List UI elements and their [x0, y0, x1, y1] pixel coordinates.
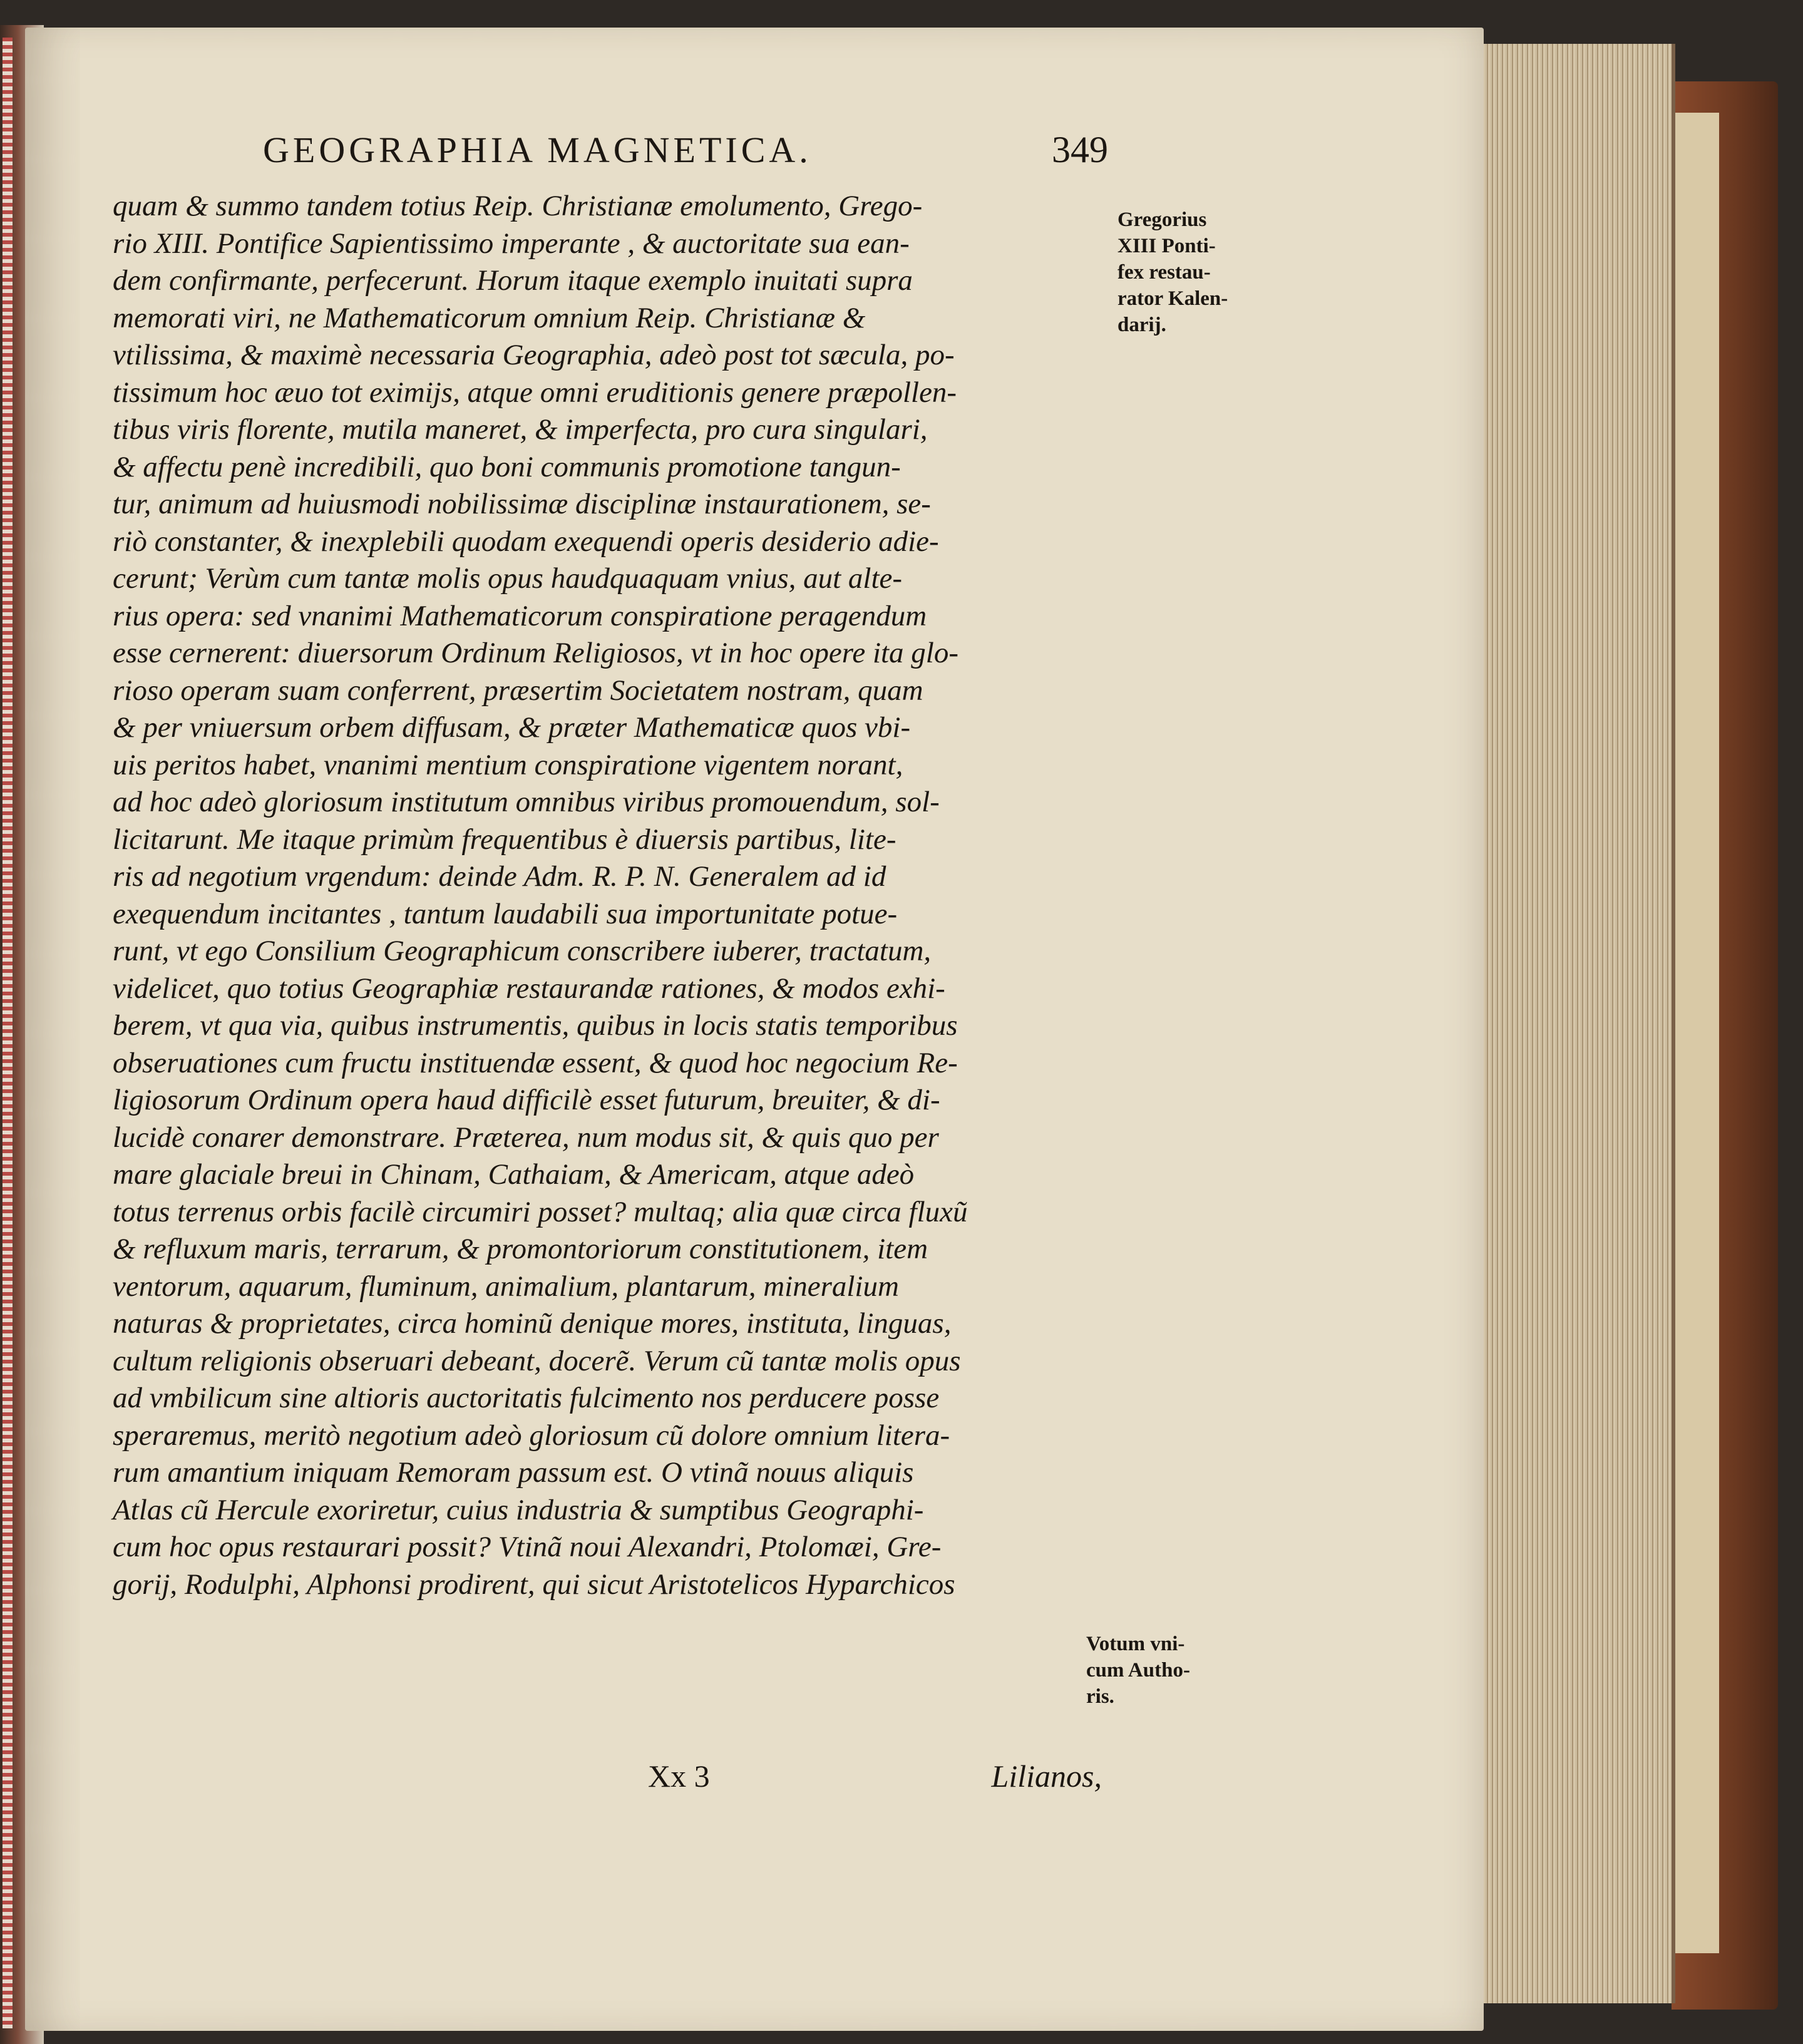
endpaper-edge — [1675, 113, 1719, 1953]
marginal-line: Votum vni- — [1086, 1633, 1185, 1655]
marginal-line: XIII Ponti- — [1117, 235, 1216, 257]
text-line: gorij, Rodulphi, Alphonsi prodirent, qui sicut Aristotelicos Hyparchicos — [113, 1568, 955, 1601]
text-line: totus terrenus orbis facilè circumiri posset? multaq; alia quæ circa fluxũ — [113, 1195, 968, 1228]
marginal-line: rator Kalen- — [1117, 287, 1228, 310]
text-line: rio XIII. Pontifice Sapientissimo imperante , & auctoritate sua ean- — [113, 227, 910, 260]
marginal-line: darij. — [1117, 314, 1166, 336]
text-line: ventorum, aquarum, fluminum, animalium, plantarum, mineralium — [113, 1270, 899, 1303]
marginal-note-votum — [1086, 1631, 1230, 1710]
text-line: esse cernerent: diuersorum Ordinum Religiosos, vt in hoc opere ita glo- — [113, 637, 959, 669]
page-block-fore-edge — [1465, 44, 1675, 2003]
marginal-line: cum Autho- — [1086, 1659, 1190, 1682]
marginal-line: Gregorius — [1117, 208, 1207, 231]
text-line: vtilissima, & maximè necessaria Geographia, adeò post tot sæcula, po- — [113, 339, 955, 371]
text-line: cerunt; Verùm cum tantæ molis opus haudquaquam vnius, aut alte- — [113, 562, 903, 595]
text-line: videlicet, quo totius Geographiæ restaurandæ rationes, & modos exhi- — [113, 972, 945, 1005]
text-line: quam & summo tandem totius Reip. Christianæ emolumento, Grego- — [113, 190, 923, 222]
text-line: tissimum hoc æuo tot eximijs, atque omni eruditionis genere præpollen- — [113, 376, 957, 409]
text-line: speraremus, meritò negotium adeò gloriosum cũ dolore omnium litera- — [113, 1419, 950, 1452]
marginal-line: ris. — [1086, 1685, 1114, 1708]
text-line: & refluxum maris, terrarum, & promontoriorum constitutionem, item — [113, 1233, 928, 1265]
text-line: licitarunt. Me itaque primùm frequentibus è diuersis partibus, lite- — [113, 823, 896, 856]
text-line: & affectu penè incredibili, quo boni communis promotione tangun- — [113, 450, 901, 483]
text-line: dem confirmante, perfecerunt. Horum itaque exemplo inuitati supra — [113, 264, 913, 297]
text-line: naturas & proprietates, circa hominũ denique mores, instituta, linguas, — [113, 1307, 952, 1340]
page-footer — [113, 1758, 1102, 1795]
catchword: Lilianos, — [991, 1759, 1102, 1794]
text-line: riò constanter, & inexplebili quodam exequendi operis desiderio adie- — [113, 525, 939, 558]
text-line: ad vmbilicum sine altioris auctoritatis fulcimento nos perducere posse — [113, 1382, 940, 1414]
text-line: berem, vt qua via, quibus instrumentis, quibus in locis statis temporibus — [113, 1009, 958, 1042]
text-line: cultum religionis obseruari debeant, docerẽ. Verum cũ tantæ molis opus — [113, 1344, 961, 1377]
text-line: uis peritos habet, vnanimi mentium conspiratione vigentem norant, — [113, 748, 903, 781]
running-title: GEOGRAPHIA MAGNETICA. — [263, 130, 812, 170]
text-line: obseruationes cum fructu instituendæ essent, & quod hoc negocium Re- — [113, 1046, 958, 1079]
text-line: & per vniuersum orbem diffusam, & præter Mathematicæ quos vbi- — [113, 711, 911, 744]
text-line: tur, animum ad huiusmodi nobilissimæ disciplinæ instaurationem, se- — [113, 488, 931, 520]
text-line: ligiosorum Ordinum opera haud difficilè esset futurum, breuiter, & di- — [113, 1084, 940, 1116]
marginal-line: fex restau- — [1117, 261, 1211, 284]
page-header — [263, 128, 1108, 172]
marginal-note-gregorius — [1117, 207, 1280, 338]
text-line: runt, vt ego Consilium Geographicum conscribere iuberer, tractatum, — [113, 935, 932, 967]
text-line: memorati viri, ne Mathematicorum omnium Reip. Christianæ & — [113, 301, 866, 334]
text-line: rius opera: sed vnanimi Mathematicorum conspiratione peragendum — [113, 599, 927, 632]
text-line: ris ad negotium vrgendum: deinde Adm. R. P. N. Generalem ad id — [113, 860, 886, 893]
signature-mark: Xx 3 — [648, 1759, 710, 1794]
main-text-block — [113, 188, 1102, 1603]
text-line: tibus viris florente, mutila maneret, & imperfecta, pro cura singulari, — [113, 413, 928, 446]
text-line: exequendum incitantes , tantum laudabili sua importunitate potue- — [113, 897, 898, 930]
text-line: lucidè conarer demonstrare. Præterea, num modus sit, & quis quo per — [113, 1121, 939, 1154]
headband — [3, 38, 13, 2028]
text-line: mare glaciale breui in Chinam, Cathaiam, & Americam, atque adeò — [113, 1158, 915, 1191]
text-line: Atlas cũ Hercule exoriretur, cuius industria & sumptibus Geographi- — [113, 1493, 924, 1526]
text-line: rum amantium iniquam Remoram passum est. O vtinã nouus aliquis — [113, 1456, 914, 1489]
text-line: rioso operam suam conferrent, præsertim Societatem nostram, quam — [113, 674, 923, 707]
page-number: 349 — [1052, 129, 1108, 170]
text-line: ad hoc adeò gloriosum institutum omnibus viribus promouendum, sol- — [113, 786, 940, 818]
text-line: cum hoc opus restaurari possit? Vtinã noui Alexandri, Ptolomæi, Gre- — [113, 1531, 942, 1563]
